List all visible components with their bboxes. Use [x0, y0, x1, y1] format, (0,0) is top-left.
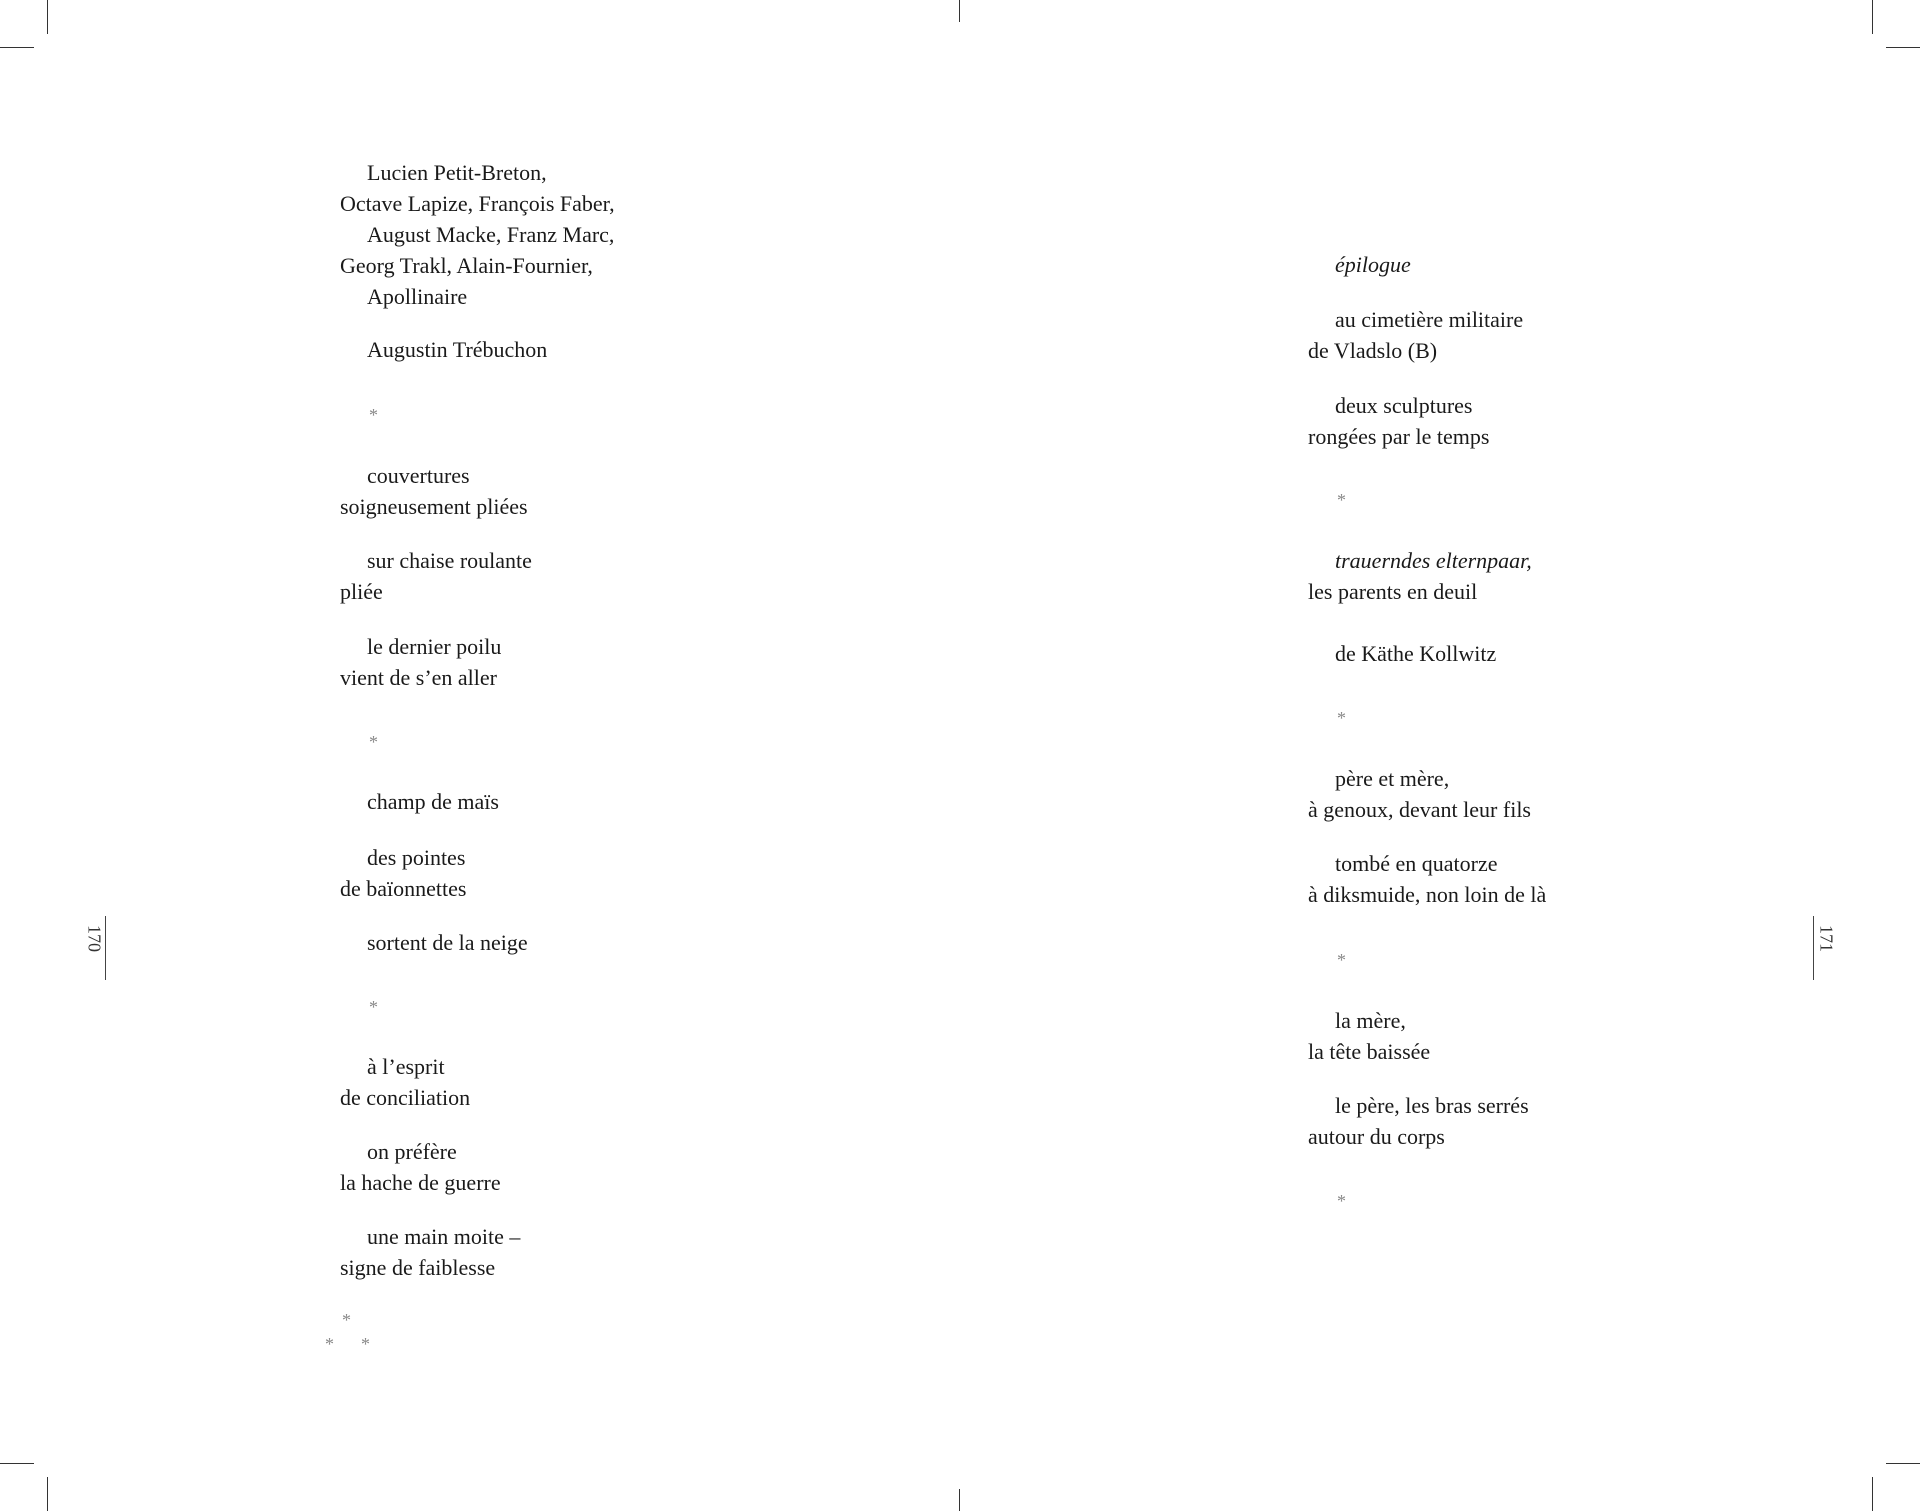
- page-number-rule: [1813, 916, 1814, 980]
- poem-line: les parents en deuil: [1308, 579, 1478, 604]
- poem-line: le père, les bras serrés: [1335, 1093, 1529, 1118]
- poem-line: rongées par le temps: [1308, 424, 1490, 449]
- stanza: [340, 1136, 501, 1198]
- stanza: [340, 545, 532, 607]
- asterism-asterisk: *: [342, 1310, 351, 1330]
- stanza: [340, 786, 499, 817]
- poem-line: tombé en quatorze: [1335, 851, 1498, 876]
- poem-line: soigneusement pliées: [340, 494, 528, 519]
- stanza: [1308, 304, 1523, 366]
- poem-line: père et mère,: [1335, 766, 1450, 791]
- poem-line: Lucien Petit-Breton,: [367, 160, 547, 185]
- poem-line: de Käthe Kollwitz: [1335, 641, 1497, 666]
- poem-line: la tête baissée: [1308, 1039, 1431, 1064]
- separator-asterisk: *: [1337, 490, 1346, 510]
- poem-line: le dernier poilu: [367, 634, 502, 659]
- separator-asterisk: *: [369, 997, 378, 1017]
- poem-line: vient de s’en aller: [340, 665, 497, 690]
- poem-line: une main moite –: [367, 1224, 521, 1249]
- poem-line: la hache de guerre: [340, 1170, 501, 1195]
- separator-asterisk: *: [369, 405, 378, 425]
- stanza: [1308, 390, 1489, 452]
- separator-asterisk: *: [1337, 1191, 1346, 1211]
- stanza: [340, 1221, 520, 1283]
- poem-line: à diksmuide, non loin de là: [1308, 882, 1547, 907]
- right-page: [960, 0, 1920, 1511]
- page-number: 170: [84, 925, 105, 952]
- poem-line: au cimetière militaire: [1335, 307, 1524, 332]
- page-number: 171: [1816, 925, 1837, 952]
- poem-line: sur chaise roulante: [367, 548, 532, 573]
- poem-line: Georg Trakl, Alain-Fournier,: [340, 253, 593, 278]
- poem-line: sortent de la neige: [367, 930, 528, 955]
- poem-line: pliée: [340, 579, 383, 604]
- poem-line: champ de maïs: [367, 789, 499, 814]
- stanza: [340, 334, 547, 365]
- separator-asterisk: *: [369, 732, 378, 752]
- poem-line: deux sculptures: [1335, 393, 1473, 418]
- asterism-asterisk: *: [325, 1334, 334, 1354]
- stanza: [1308, 638, 1496, 669]
- stanza: [340, 631, 501, 693]
- stanza: [340, 842, 466, 904]
- poem-line: à genoux, devant leur fils: [1308, 797, 1531, 822]
- asterism-asterisk: *: [361, 1334, 370, 1354]
- poem-line: la mère,: [1335, 1008, 1406, 1033]
- stanza: [1308, 249, 1411, 280]
- poem-line: à l’esprit: [367, 1054, 445, 1079]
- poem-line: Augustin Trébuchon: [367, 337, 548, 362]
- poem-line: des pointes: [367, 845, 466, 870]
- poem-line: Apollinaire: [367, 284, 468, 309]
- poem-line: August Macke, Franz Marc,: [367, 222, 615, 247]
- poem-line: de baïonnettes: [340, 876, 467, 901]
- stanza: [1308, 1090, 1529, 1152]
- stanza: [1308, 545, 1532, 607]
- poem-line: de conciliation: [340, 1085, 471, 1110]
- poem-line: trauerndes elternpaar,: [1335, 548, 1532, 573]
- stanza: [1308, 848, 1546, 910]
- poem-line: on préfère: [367, 1139, 457, 1164]
- stanza: [1308, 763, 1531, 825]
- poem-line: signe de faiblesse: [340, 1255, 496, 1280]
- poem-line: autour du corps: [1308, 1124, 1445, 1149]
- poem-line: couvertures: [367, 463, 470, 488]
- stanza: [340, 1051, 470, 1113]
- poem-line: de Vladslo (B): [1308, 338, 1438, 363]
- separator-asterisk: *: [1337, 950, 1346, 970]
- stanza: [1308, 1005, 1430, 1067]
- page-number-rule: [105, 916, 106, 980]
- stanza: [340, 927, 528, 958]
- section-title: épilogue: [1335, 252, 1411, 277]
- stanza: [340, 460, 528, 522]
- separator-asterisk: *: [1337, 708, 1346, 728]
- poem-line: Octave Lapize, François Faber,: [340, 191, 615, 216]
- stanza: [340, 157, 615, 312]
